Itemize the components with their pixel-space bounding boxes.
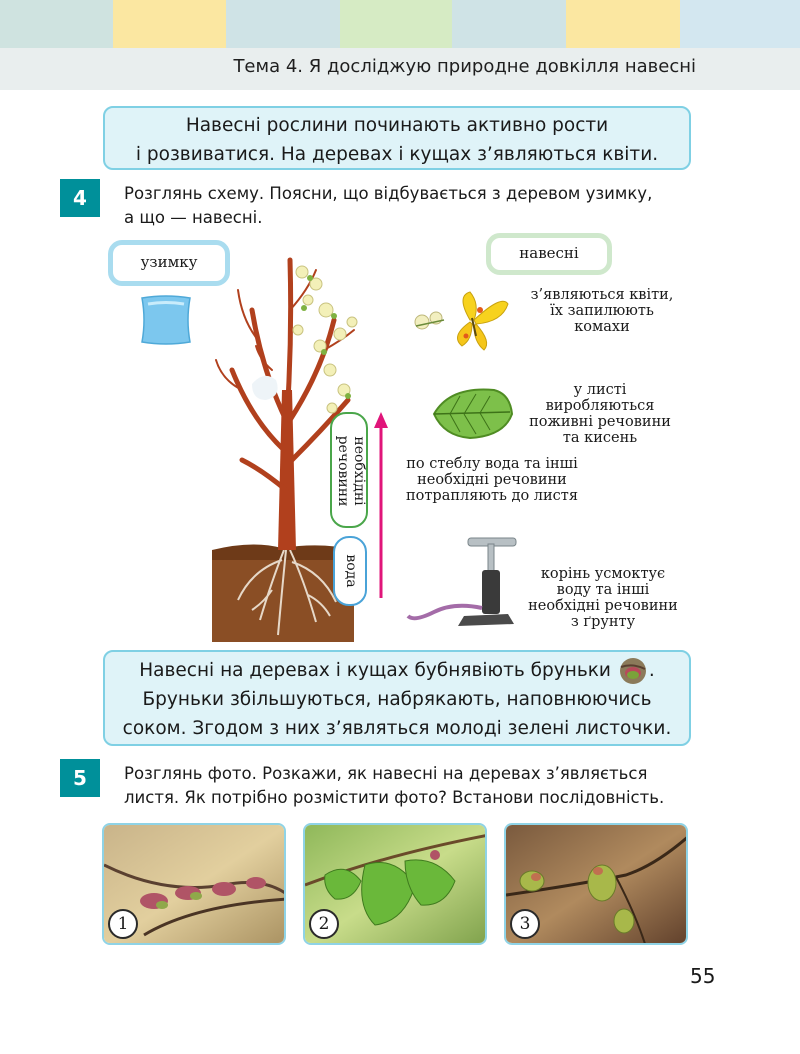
root-text-line-3: необхідні речовини — [528, 598, 678, 614]
up-arrow-icon — [374, 412, 388, 598]
header-color-strip — [0, 0, 800, 48]
stem-text-line-2: необхідні речовини — [417, 472, 567, 488]
task5-text — [124, 762, 664, 810]
water-label-text: вода — [343, 554, 359, 588]
leaf-text-line-3: поживні речовини — [529, 414, 671, 430]
task5-line-1: Розглянь фото. Розкажи, як навесні на деревах з’являється — [124, 764, 648, 783]
buds-info-box — [103, 650, 691, 746]
pump-icon — [404, 532, 520, 632]
intro-line-1: Навесні рослини починають активно рости — [185, 115, 609, 136]
buds-line-3: соком. Згодом з них з’являться молоді зелені листочки. — [122, 718, 672, 739]
page-number: 55 — [690, 964, 716, 988]
leaf-text-line-1: у листі — [573, 382, 627, 398]
stem-text — [386, 456, 598, 504]
flowers-text-line-3: комахи — [574, 319, 630, 335]
buds-line-2: Бруньки збільшуються, набрякають, наповнюючись — [142, 689, 652, 710]
task-number-5: 5 — [60, 759, 100, 797]
substances-label — [333, 421, 367, 521]
flowers-text — [512, 287, 692, 335]
photo-number-1: 1 — [108, 909, 138, 939]
spring-label-text: навесні — [519, 244, 579, 262]
task5-line-2: листя. Як потрібно розмістити фото? Встанови послідовність. — [124, 788, 665, 807]
task4-line-1: Розглянь схему. Поясни, що відбувається з деревом узимку, — [124, 184, 653, 203]
flowers-text-line-1: з’являються квіти, — [530, 287, 674, 303]
root-text-line-1: корінь усмоктує — [540, 566, 666, 582]
task4-text — [124, 182, 652, 230]
spring-label — [486, 233, 612, 275]
photo-1[interactable] — [102, 823, 286, 945]
leaf-icon — [430, 384, 514, 442]
root-text-line-2: воду та інші — [556, 582, 650, 598]
photo-number-2: 2 — [309, 909, 339, 939]
photo-2[interactable] — [303, 823, 487, 945]
strip-segment — [452, 0, 566, 48]
stem-text-line-3: потрапляють до листя — [406, 488, 578, 504]
strip-segment — [226, 0, 340, 48]
flowers-text-line-2: їх запилюють — [550, 303, 654, 319]
buds-line-1: Навесні на деревах і кущах бубнявіють бруньки — [139, 660, 611, 681]
intro-line-2: і розвиватися. На деревах і кущах з’являються квіти. — [135, 144, 659, 165]
substances-label-line-1: необхідні — [351, 436, 367, 506]
photo-3[interactable] — [504, 823, 688, 945]
task-number-4: 4 — [60, 179, 100, 217]
strip-segment — [340, 0, 452, 48]
photo-number-3: 3 — [510, 909, 540, 939]
winter-label-text: узимку — [140, 253, 198, 271]
intro-info-box — [103, 106, 691, 170]
buds-line-1-row — [105, 656, 689, 685]
strip-segment — [566, 0, 680, 48]
root-text — [512, 566, 694, 630]
water-label — [341, 541, 359, 601]
strip-segment — [680, 0, 800, 48]
buds-line-1-period: . — [648, 660, 655, 681]
task4-line-2: а що — навесні. — [124, 208, 263, 227]
butterfly-icon — [410, 290, 510, 352]
ice-icon — [138, 292, 194, 348]
leaf-text-line-4: та кисень — [562, 430, 638, 446]
bud-icon — [619, 657, 647, 685]
strip-segment — [113, 0, 226, 48]
strip-segment — [0, 0, 113, 48]
stem-text-line-1: по стеблу вода та інші — [406, 456, 578, 472]
page-title: Тема 4. Я досліджую природне довкілля навесні — [233, 56, 696, 77]
leaf-text-line-2: виробляються — [545, 398, 655, 414]
substances-label-line-2: речовини — [335, 435, 351, 507]
leaf-text — [518, 382, 682, 446]
root-text-line-4: з ґрунту — [570, 614, 636, 630]
